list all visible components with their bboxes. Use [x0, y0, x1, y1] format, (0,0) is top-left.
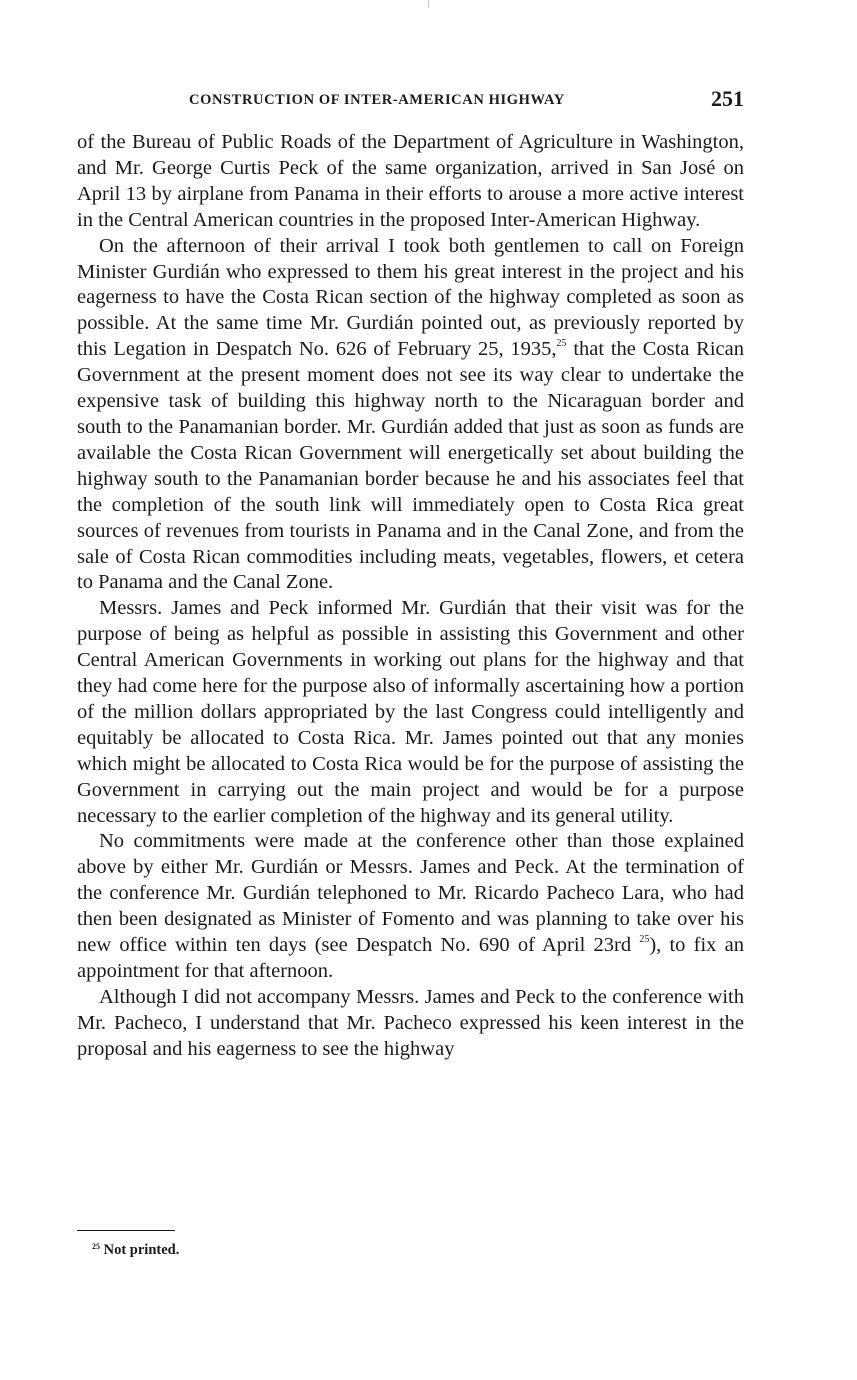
paragraph-text: No commitments were made at the conference other than those explained above by either Mr. Gurdián or Messrs. James and Peck. At the termination of the conference Mr. Gurdián telephoned to Mr. Ricardo Pacheco Lara, who had then been designated as Minister of Fomento and was planning to take over his new office within ten days (see Despatch No. 690 of April 23rd — [77, 830, 744, 957]
paragraph-text: ), to fix an appointment for that afternoon. — [77, 934, 745, 982]
scan-gutter-mark — [428, 0, 429, 8]
footnote-divider — [77, 1230, 175, 1231]
paragraph-continuation — [77, 130, 744, 234]
page-number: 251 — [711, 86, 744, 111]
paragraph-text: of the Bureau of Public Roads of the Department of Agriculture in Washington, and Mr. George Curtis Peck of the same organization, arrived in San José on April 13 by airplane from Panama in their efforts to arouse a more active interest in the Central American countries in the proposed Inter-American Highway. — [77, 131, 744, 231]
paragraph-text: On the afternoon of their arrival I took both gentlemen to call on Foreign Minister Gurdián who expressed to them his great interest in the project and his eagerness to have the Costa Rican section of the highway completed as soon as possible. At the same time Mr. Gurdián pointed out, as previously reported by this Legation in Despatch No. 626 of February 25, 1935, — [77, 234, 744, 361]
paragraph — [77, 829, 744, 984]
paragraph — [77, 596, 744, 829]
document-page — [77, 86, 744, 1063]
footnote-reference: 25 — [639, 934, 650, 946]
paragraph-text: Messrs. James and Peck informed Mr. Gurdián that their visit was for the purpose of being as helpful as possible in assisting this Government and other Central American Governments in working out plans for the highway and that they had come here for the purpose also of informally ascertaining how a portion of the million dollars appropriated by the last Congress could intelligently and equitably be allocated to Costa Rica. Mr. James pointed out that any monies which might be allocated to Costa Rica would be for the purpose of assisting the Government in carrying out the main project and would be for a purpose necessary to the earlier completion of the highway and its general utility. — [77, 597, 744, 827]
body-text — [77, 130, 744, 1063]
paragraph-text: that the Costa Rican Government at the present moment does not see its way clear to undertake the expensive task of building this highway north to the Nicaraguan border and south to the Panamanian border. Mr. Gurdián added that just as soon as funds are available the Costa Rican Government will energetically set about building the highway south to the Panamanian border because he and his associates feel that the completion of the south link will immediately open to Costa Rica great sources of revenues from tourists in Panama and in the Canal Zone, and from the sale of Costa Rican commodities including meats, vegetables, flowers, et cetera to Panama and the Canal Zone. — [77, 338, 744, 594]
paragraph-text: Although I did not accompany Messrs. James and Peck to the conference with Mr. Pacheco, I understand that Mr. Pacheco expressed his keen interest in the proposal and his eagerness to see the highway — [77, 985, 744, 1060]
footnote-text: Not printed. — [103, 1242, 180, 1258]
footnote-reference: 25 — [556, 338, 567, 350]
running-title: CONSTRUCTION OF INTER-AMERICAN HIGHWAY — [189, 92, 565, 108]
footnote — [92, 1242, 179, 1259]
paragraph — [77, 985, 744, 1063]
running-header — [77, 86, 744, 116]
paragraph — [77, 234, 744, 597]
footnote-marker: 25 — [92, 1242, 100, 1251]
